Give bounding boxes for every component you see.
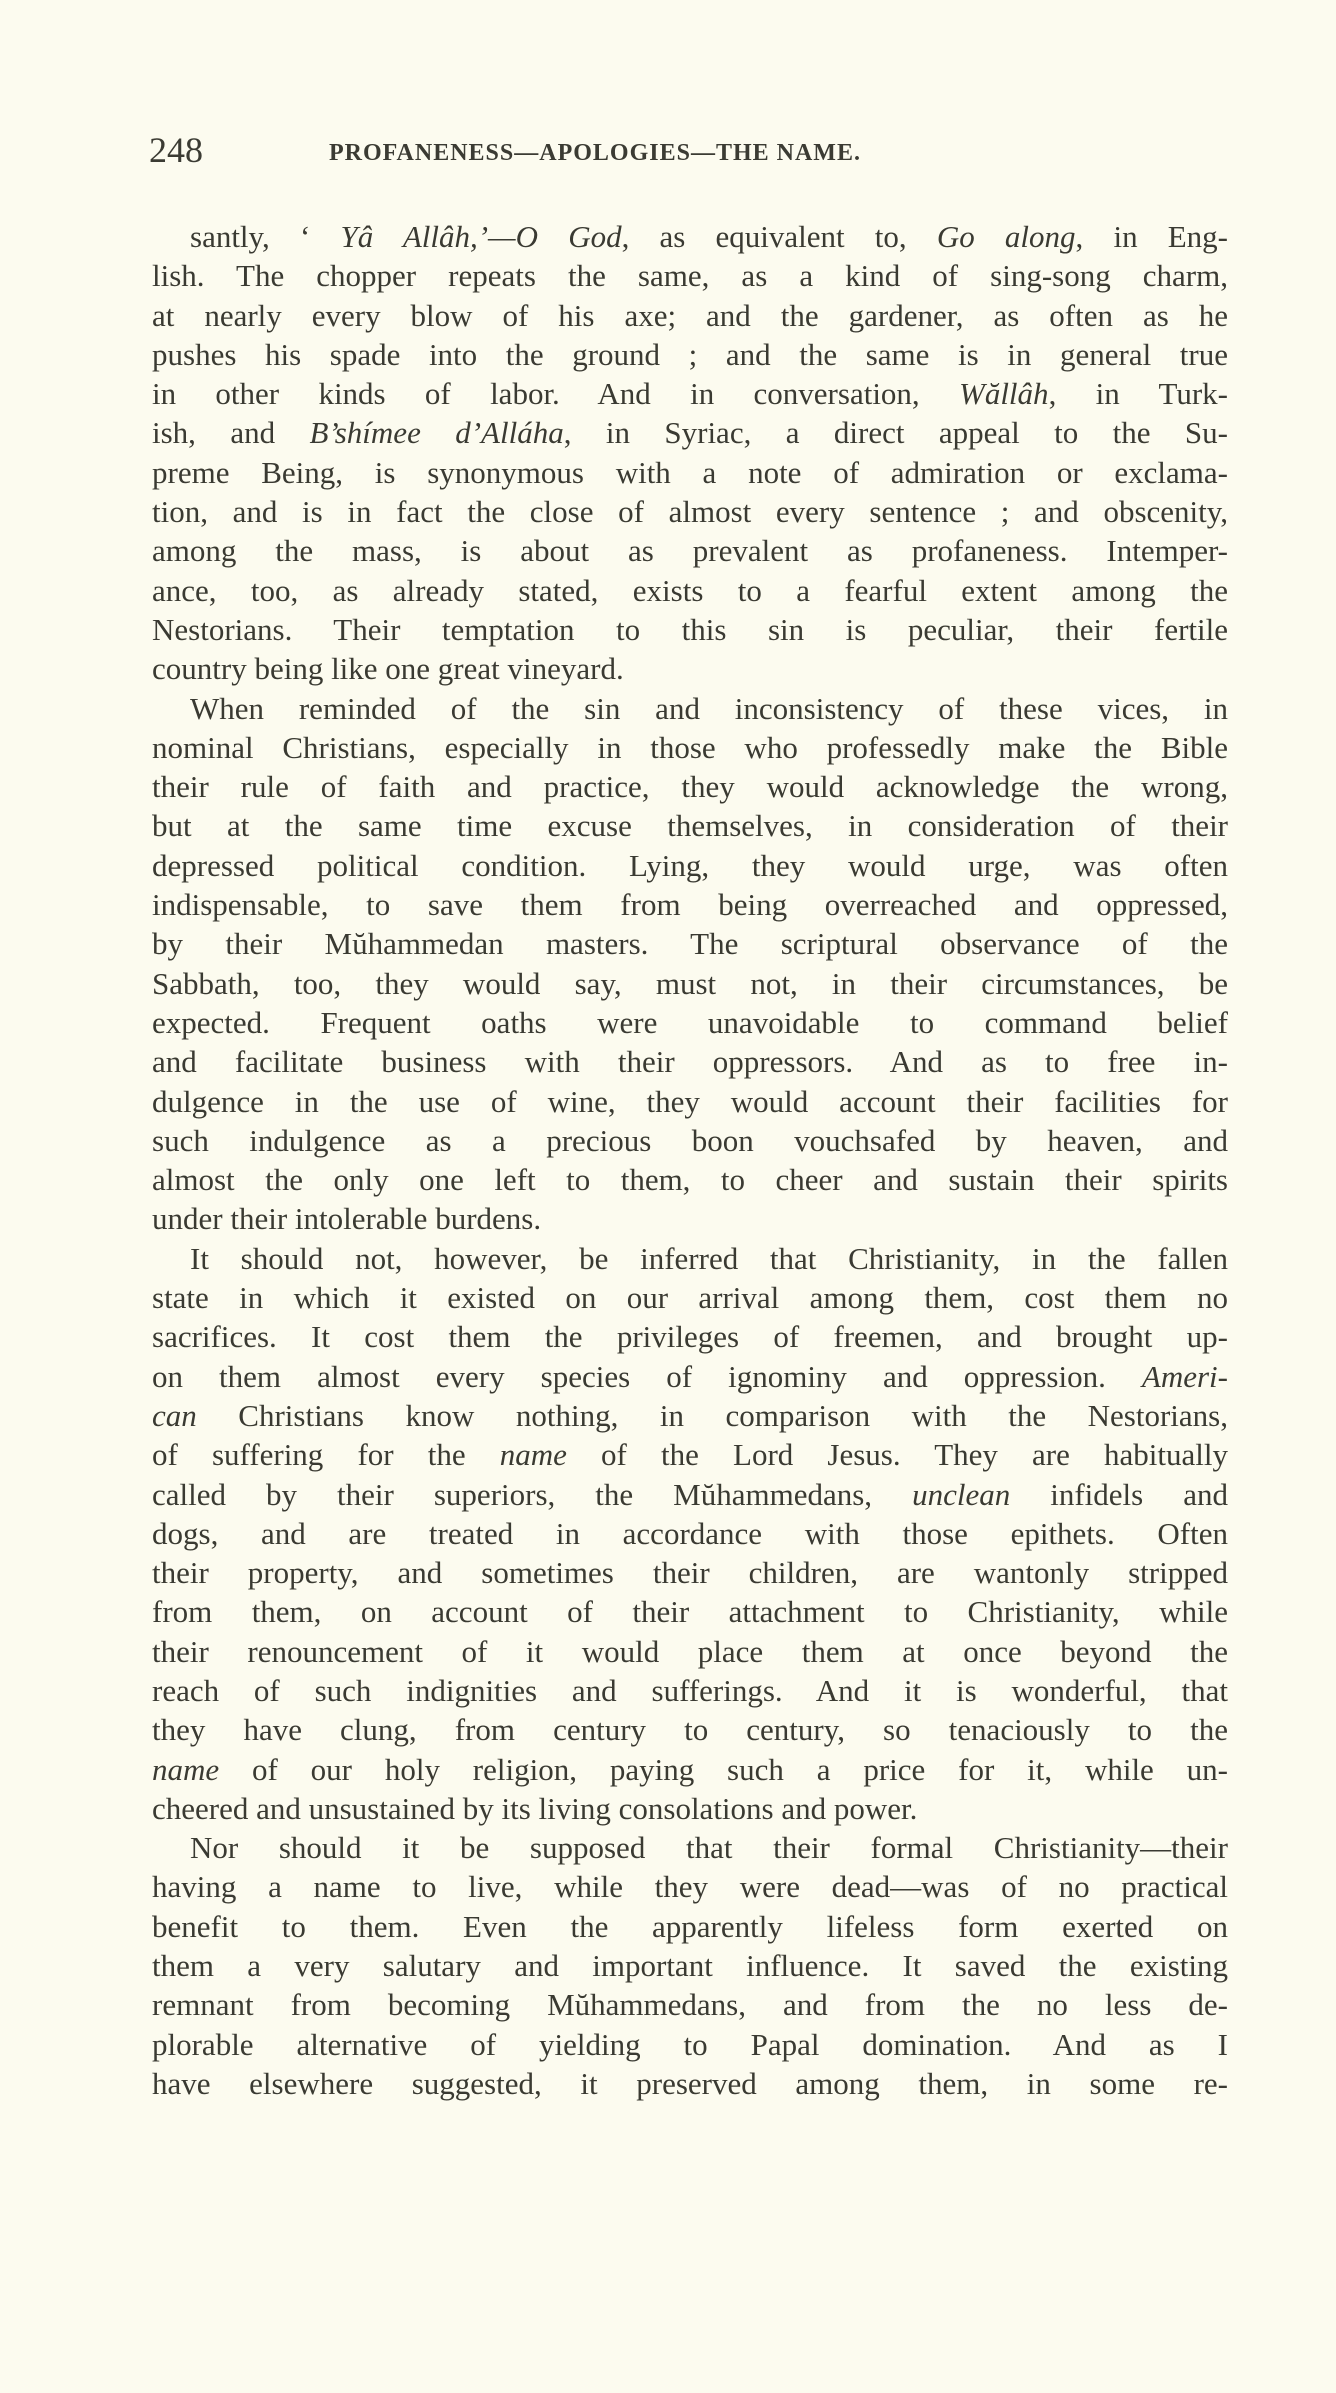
text-line bbox=[152, 610, 1228, 649]
text-segment: , in Eng- bbox=[1075, 219, 1229, 254]
text-segment: almost the only one left to them, to cheer and sustain their spirits bbox=[152, 1162, 1228, 1198]
text-line bbox=[152, 1671, 1228, 1710]
text-segment: plorable alternative of yielding to Papal domination. And as I bbox=[152, 2026, 1228, 2062]
text-line bbox=[152, 531, 1228, 570]
text-line bbox=[152, 1946, 1228, 1985]
text-line bbox=[152, 1082, 1228, 1121]
text-line bbox=[152, 1750, 1228, 1789]
text-line bbox=[152, 413, 1228, 452]
text-line bbox=[152, 885, 1228, 924]
text-line bbox=[152, 2064, 1228, 2103]
paragraph bbox=[152, 1828, 1228, 2103]
text-segment: called by their superiors, the Mŭhammedans, bbox=[152, 1476, 913, 1512]
text-segment: , in Syriac, a direct appeal to the Su- bbox=[563, 415, 1228, 451]
text-segment: tion, and is in fact the close of almost every sentence ; and obscenity, bbox=[152, 494, 1228, 530]
text-line bbox=[152, 1710, 1228, 1749]
text-segment: and facilitate business with their oppressors. And as to free in- bbox=[152, 1044, 1228, 1080]
text-segment: in other kinds of labor. And in conversation, bbox=[152, 376, 959, 412]
text-segment: them a very salutary and important influence. It saved the existing bbox=[152, 1948, 1228, 1984]
text-segment: ance, too, as already stated, exists to a fearful extent among the bbox=[152, 572, 1228, 608]
text-line bbox=[152, 964, 1228, 1003]
italic-text: Wăllâh bbox=[959, 376, 1049, 412]
text-line bbox=[152, 1514, 1228, 1553]
text-line bbox=[152, 1317, 1228, 1356]
text-line bbox=[152, 1789, 1228, 1828]
text-line bbox=[152, 689, 1228, 728]
text-segment: It should not, however, be inferred that Christianity, in the fallen bbox=[190, 1240, 1228, 1276]
text-segment: ish, and bbox=[152, 415, 310, 451]
italic-text: Ameri- bbox=[1141, 1358, 1228, 1394]
text-segment: remnant from becoming Mŭhammedans, and from the no less de- bbox=[152, 1987, 1228, 2023]
page-number: 248 bbox=[149, 130, 203, 170]
text-segment: cheered and unsustained by its living consolations and power. bbox=[152, 1790, 918, 1826]
text-line bbox=[152, 1828, 1228, 1867]
text-line bbox=[152, 846, 1228, 885]
text-segment: preme Being, is synonymous with a note of admiration or exclama- bbox=[152, 454, 1228, 490]
text-segment: their rule of faith and practice, they would acknowledge the wrong, bbox=[152, 769, 1228, 805]
text-segment: of suffering for the bbox=[152, 1437, 500, 1473]
paragraph bbox=[152, 689, 1228, 1239]
text-line bbox=[152, 1475, 1228, 1514]
text-line bbox=[152, 1592, 1228, 1631]
text-line bbox=[152, 728, 1228, 767]
text-segment: under their intolerable burdens. bbox=[152, 1201, 542, 1237]
italic-text: name bbox=[499, 1437, 567, 1473]
text-segment: having a name to live, while they were dead—was of no practical bbox=[152, 1869, 1228, 1905]
text-segment: indispensable, to save them from being overreached and oppressed, bbox=[152, 887, 1228, 923]
text-segment: nominal Christians, especially in those who professedly make the Bible bbox=[152, 729, 1228, 765]
text-segment: among the mass, is about as prevalent as profaneness. Intemper- bbox=[152, 533, 1228, 569]
text-segment: of our holy religion, paying such a price for it, while un- bbox=[219, 1751, 1228, 1787]
text-segment: Sabbath, too, they would say, must not, in their circumstances, be bbox=[152, 965, 1228, 1001]
text-segment: Nor should it be supposed that their formal Christianity—their bbox=[190, 1830, 1228, 1866]
text-segment: infidels and bbox=[1010, 1476, 1228, 1512]
text-line bbox=[152, 806, 1228, 845]
text-line bbox=[152, 1396, 1228, 1435]
text-line bbox=[152, 374, 1228, 413]
italic-text: Yâ Allâh,’—O God bbox=[340, 219, 622, 254]
text-line bbox=[152, 1278, 1228, 1317]
paragraph bbox=[152, 217, 1228, 689]
text-segment: such indulgence as a precious boon vouchsafed by heaven, and bbox=[152, 1122, 1228, 1158]
italic-text: can bbox=[152, 1397, 197, 1433]
italic-text: B’shímee d’Alláha bbox=[309, 415, 564, 451]
text-segment: lish. The chopper repeats the same, as a kind of sing-song charm, bbox=[152, 258, 1228, 294]
text-line bbox=[152, 1435, 1228, 1474]
text-segment: , as equivalent to, bbox=[621, 219, 937, 254]
text-segment: they have clung, from century to century, so tenaciously to the bbox=[152, 1712, 1228, 1748]
text-line bbox=[152, 453, 1228, 492]
text-line bbox=[152, 1160, 1228, 1199]
text-segment: depressed political condition. Lying, they would urge, was often bbox=[152, 847, 1228, 883]
text-segment: expected. Frequent oaths were unavoidable to command belief bbox=[152, 1004, 1228, 1040]
italic-text: unclean bbox=[912, 1476, 1011, 1512]
text-line bbox=[152, 1239, 1228, 1278]
text-line bbox=[152, 767, 1228, 806]
text-segment: country being like one great vineyard. bbox=[152, 651, 624, 687]
text-segment: but at the same time excuse themselves, in consideration of their bbox=[152, 808, 1228, 844]
running-title: PROFANENESS—APOLOGIES—THE NAME. bbox=[329, 140, 861, 166]
text-line bbox=[152, 2025, 1228, 2064]
text-segment: have elsewhere suggested, it preserved among them, in some re- bbox=[152, 2065, 1228, 2101]
text-line bbox=[152, 1553, 1228, 1592]
text-segment: sacrifices. It cost them the privileges of freemen, and brought up- bbox=[152, 1319, 1228, 1355]
text-line bbox=[152, 492, 1228, 531]
text-line bbox=[152, 296, 1228, 335]
text-segment: benefit to them. Even the apparently lifeless form exerted on bbox=[152, 1908, 1228, 1944]
body-text bbox=[152, 217, 1228, 2103]
text-line bbox=[152, 649, 1228, 688]
text-segment: state in which it existed on our arrival among them, cost them no bbox=[152, 1280, 1228, 1316]
text-line bbox=[152, 924, 1228, 963]
text-line bbox=[152, 1907, 1228, 1946]
italic-text: Go along bbox=[936, 219, 1076, 254]
text-line bbox=[152, 1867, 1228, 1906]
text-segment: their property, and sometimes their children, are wantonly stripped bbox=[152, 1555, 1228, 1591]
running-header bbox=[149, 132, 1229, 168]
text-line bbox=[152, 335, 1228, 374]
text-segment: When reminded of the sin and inconsistency of these vices, in bbox=[190, 690, 1228, 726]
text-line bbox=[152, 571, 1228, 610]
text-segment: reach of such indignities and sufferings. And it is wonderful, that bbox=[152, 1672, 1228, 1708]
text-line bbox=[152, 256, 1228, 295]
text-line bbox=[152, 1121, 1228, 1160]
text-segment: dogs, and are treated in accordance with those epithets. Often bbox=[152, 1515, 1228, 1551]
text-line bbox=[152, 217, 1228, 256]
text-line bbox=[152, 1632, 1228, 1671]
text-segment: Nestorians. Their temptation to this sin is peculiar, their fertile bbox=[152, 611, 1228, 647]
text-line bbox=[152, 1199, 1228, 1238]
text-segment: Christians know nothing, in comparison with the Nestorians, bbox=[196, 1397, 1228, 1433]
text-segment: on them almost every species of ignominy and oppression. bbox=[152, 1358, 1142, 1394]
text-segment: pushes his spade into the ground ; and the same is in general true bbox=[152, 336, 1228, 372]
text-segment: from them, on account of their attachment to Christianity, while bbox=[152, 1594, 1228, 1630]
text-segment: their renouncement of it would place them at once beyond the bbox=[152, 1633, 1228, 1669]
text-line bbox=[152, 1003, 1228, 1042]
text-segment: santly, ‘ bbox=[190, 219, 341, 254]
italic-text: name bbox=[152, 1751, 220, 1787]
text-segment: at nearly every blow of his axe; and the gardener, as often as he bbox=[152, 297, 1228, 333]
text-line bbox=[152, 1985, 1228, 2024]
text-line bbox=[152, 1357, 1228, 1396]
text-line bbox=[152, 1042, 1228, 1081]
text-segment: by their Mŭhammedan masters. The scriptural observance of the bbox=[152, 926, 1228, 962]
paragraph bbox=[152, 1239, 1228, 1828]
text-segment: dulgence in the use of wine, they would account their facilities for bbox=[152, 1083, 1228, 1119]
text-segment: , in Turk- bbox=[1048, 376, 1228, 412]
text-segment: of the Lord Jesus. They are habitually bbox=[566, 1437, 1228, 1473]
